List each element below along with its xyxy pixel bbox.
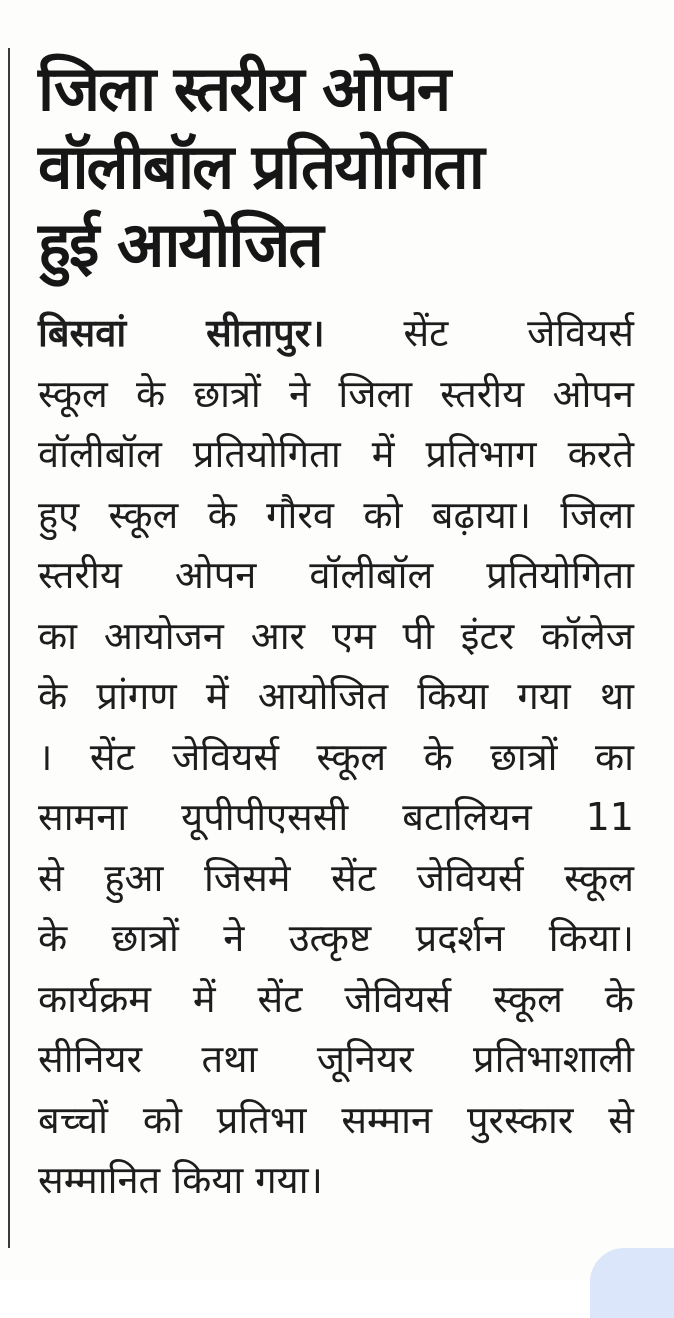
body-line-2: स्कूल के छात्रों ने जिला स्तरीय ओपन	[38, 371, 634, 416]
body-line-11: के छात्रों ने उत्कृष्ट प्रदर्शन किया।	[38, 916, 634, 960]
corner-bubble	[590, 1248, 674, 1318]
article-body	[38, 303, 634, 1211]
column-rule	[8, 48, 10, 1248]
body-line-1-text: सेंट जेवियर्स	[403, 311, 634, 355]
body-line-9: सामना यूपीपीएससी बटालियन 11	[38, 795, 634, 839]
headline-line-2: वॉलीबॉल प्रतियोगिता	[38, 130, 483, 203]
headline-line-3: हुई आयोजित	[38, 208, 322, 281]
headline-line-1: जिला स्तरीय ओपन	[38, 52, 450, 125]
body-line-8: । सेंट जेवियर्स स्कूल के छात्रों का	[38, 734, 634, 779]
body-line-14: बच्चों को प्रतिभा सम्मान पुरस्कार से	[38, 1097, 634, 1142]
body-line-7: के प्रांगण में आयोजित किया गया था	[38, 674, 634, 718]
body-line-15: सम्मानित किया गया।	[38, 1158, 323, 1202]
body-line-10: से हुआ जिसमे सेंट जेवियर्स स्कूल	[38, 855, 634, 900]
article-headline	[38, 50, 658, 284]
body-line-6: का आयोजन आर एम पी इंटर कॉलेज	[38, 613, 634, 658]
dateline: बिसवां सीतापुर।	[38, 311, 325, 355]
body-line-1	[38, 303, 634, 364]
body-line-5: स्तरीय ओपन वॉलीबॉल प्रतियोगिता	[38, 553, 634, 597]
body-line-12: कार्यक्रम में सेंट जेवियर्स स्कूल के	[38, 976, 634, 1021]
body-line-13: सीनियर तथा जूनियर प्रतिभाशाली	[38, 1037, 634, 1081]
body-line-4: हुए स्कूल के गौरव को बढ़ाया। जिला	[38, 492, 634, 537]
body-line-3: वॉलीबॉल प्रतियोगिता में प्रतिभाग करते	[38, 432, 634, 476]
